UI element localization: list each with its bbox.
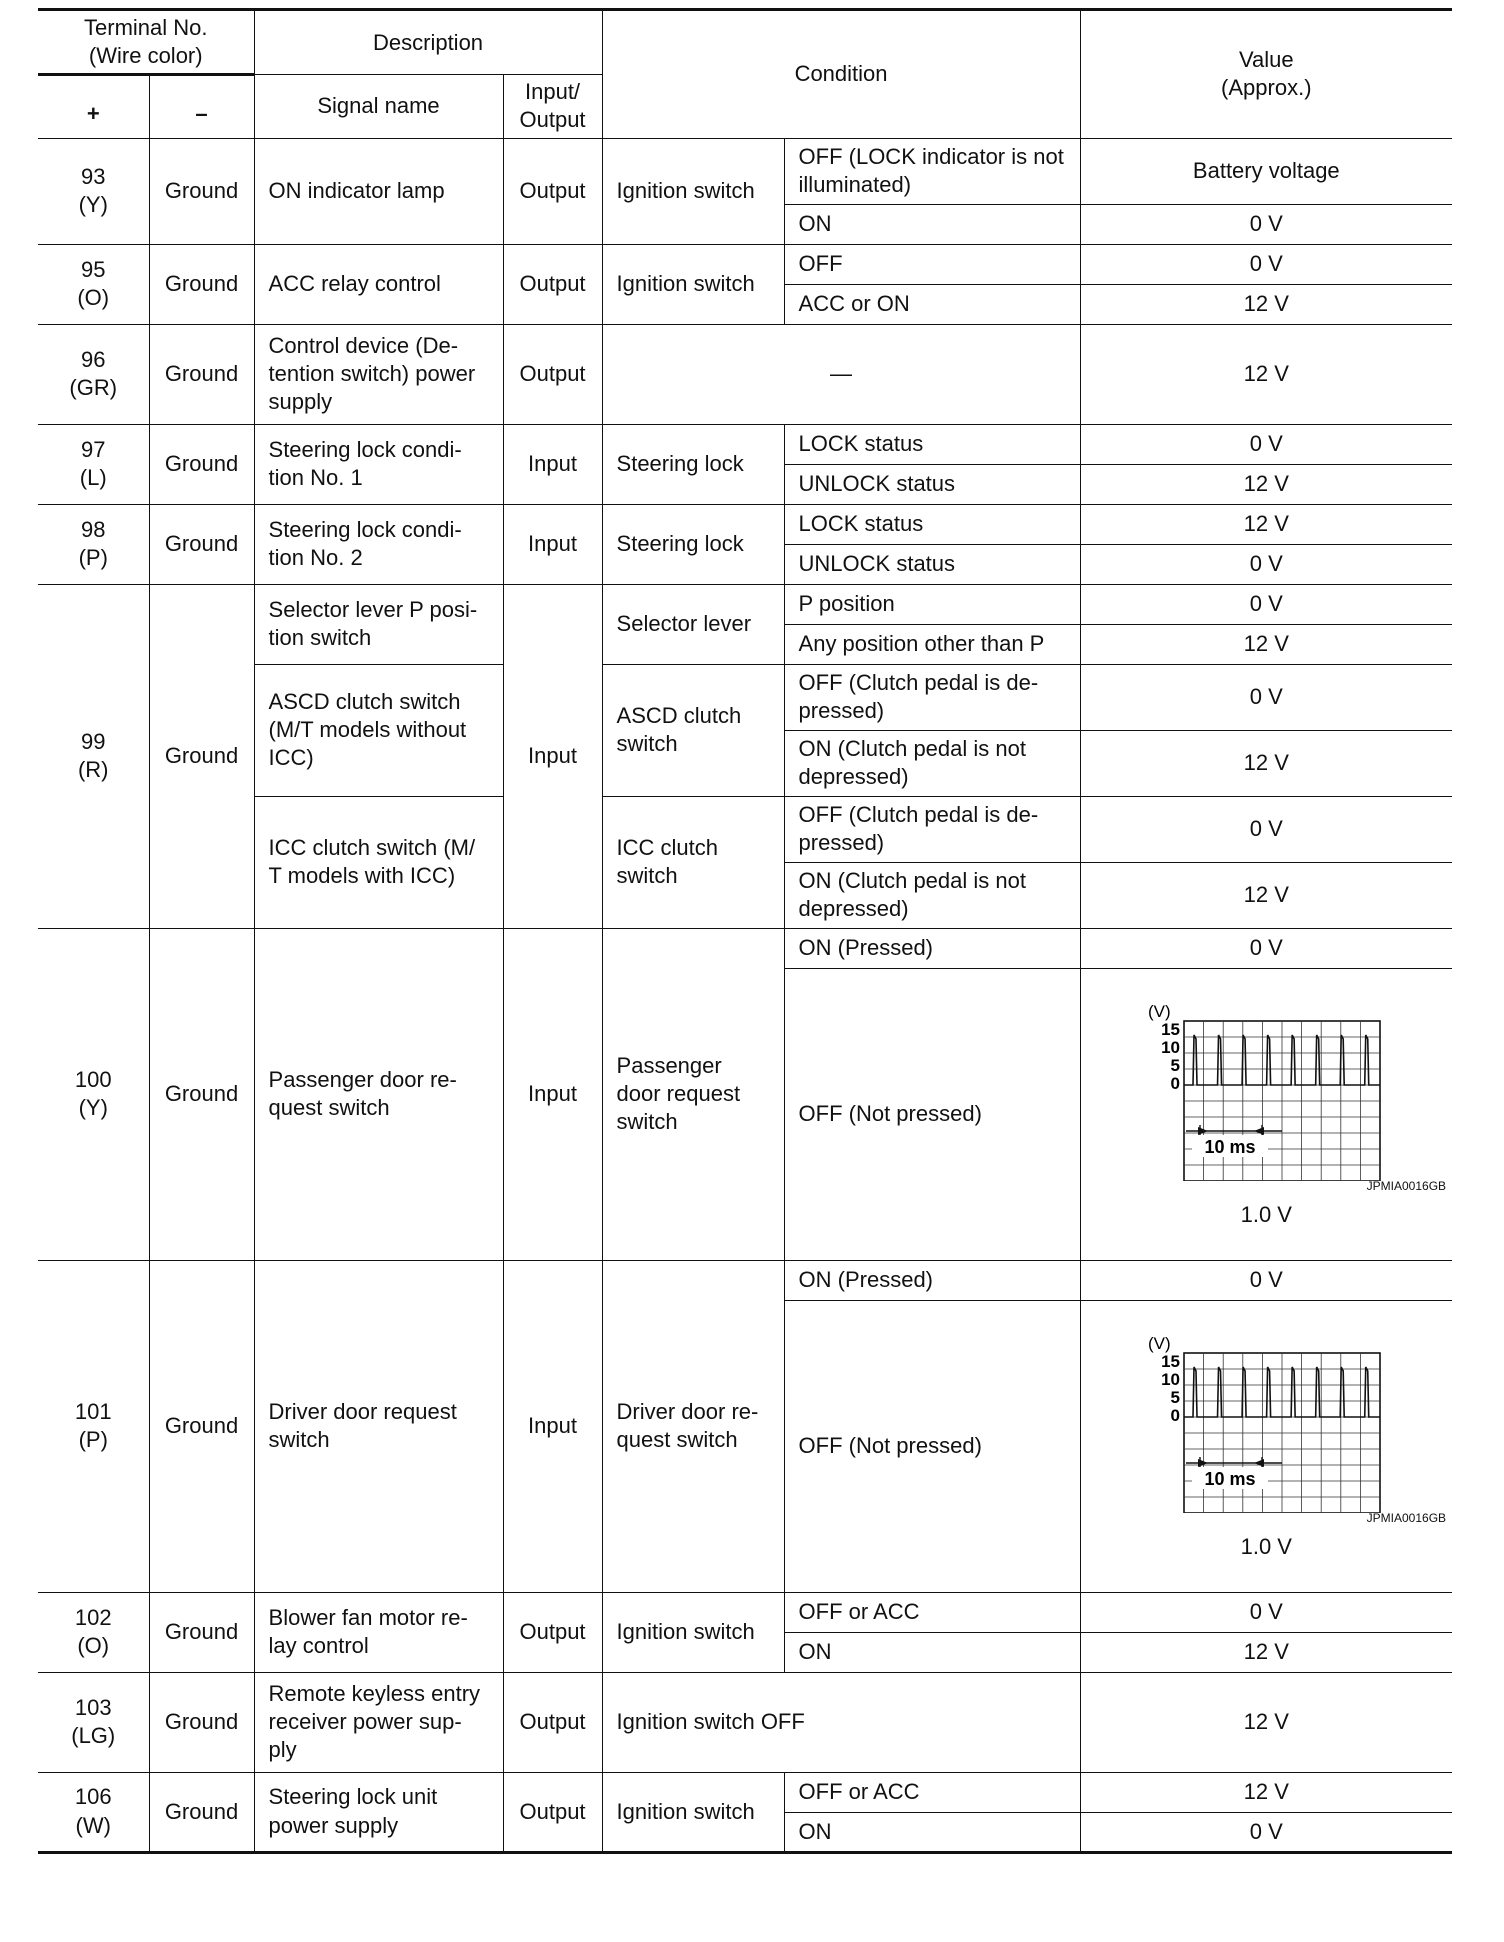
waveform-figure — [1085, 1001, 1449, 1229]
subcondition-99-1: P position — [784, 584, 1080, 624]
value-103: 12 V — [1080, 1672, 1452, 1772]
value-99-2: 12 V — [1080, 624, 1452, 664]
subcondition-97-1: LOCK status — [784, 424, 1080, 464]
waveform-oscilloscope-icon — [1146, 1333, 1386, 1513]
subcondition-97-2: UNLOCK status — [784, 464, 1080, 504]
waveform-y-tick: 0 — [1170, 1074, 1181, 1094]
value-99-3: 0 V — [1080, 664, 1452, 730]
value-99-6: 12 V — [1080, 862, 1452, 928]
ground-98: Ground — [149, 504, 254, 584]
condition-99-icc: ICC clutch switch — [602, 796, 784, 928]
condition-93: Ignition switch — [602, 138, 784, 244]
value-99-5: 0 V — [1080, 796, 1452, 862]
waveform-y-tick: 10 — [1161, 1038, 1181, 1058]
ground-102: Ground — [149, 1592, 254, 1672]
terminal-93: 93 (Y) — [38, 138, 149, 244]
signal-97: Steering lock condi- tion No. 1 — [254, 424, 503, 504]
signal-101: Driver door request switch — [254, 1260, 503, 1592]
value-95-1: 0 V — [1080, 244, 1452, 284]
subcondition-102-1: OFF or ACC — [784, 1592, 1080, 1632]
value-101-2: 1.0 V — [1240, 1533, 1292, 1559]
condition-99-selector: Selector lever — [602, 584, 784, 664]
value-101-1: 0 V — [1080, 1260, 1452, 1300]
header-minus: – — [149, 75, 254, 138]
terminal-spec-table — [38, 8, 1452, 1854]
terminal-106: 106 (W) — [38, 1772, 149, 1852]
signal-99-selector: Selector lever P posi- tion switch — [254, 584, 503, 664]
header-value: Value (Approx.) — [1080, 10, 1452, 139]
subcondition-95-1: OFF — [784, 244, 1080, 284]
value-97-2: 12 V — [1080, 464, 1452, 504]
waveform-oscilloscope-icon — [1146, 1001, 1386, 1181]
io-106: Output — [503, 1772, 602, 1852]
subcondition-99-5: OFF (Clutch pedal is de- pressed) — [784, 796, 1080, 862]
subcondition-98-2: UNLOCK status — [784, 544, 1080, 584]
value-100-1: 0 V — [1080, 928, 1452, 968]
header-plus: + — [38, 75, 149, 138]
value-102-2: 12 V — [1080, 1632, 1452, 1672]
ground-100: Ground — [149, 928, 254, 1260]
time-marker-arrow — [1198, 1459, 1208, 1467]
terminal-103: 103 (LG) — [38, 1672, 149, 1772]
terminal-100: 100 (Y) — [38, 928, 149, 1260]
io-96: Output — [503, 324, 602, 424]
subcondition-106-1: OFF or ACC — [784, 1772, 1080, 1812]
io-97: Input — [503, 424, 602, 504]
condition-103: Ignition switch OFF — [602, 1672, 1080, 1772]
condition-97: Steering lock — [602, 424, 784, 504]
terminal-95: 95 (O) — [38, 244, 149, 324]
signal-103: Remote keyless entry receiver power sup- ply — [254, 1672, 503, 1772]
waveform-y-tick: 15 — [1161, 1352, 1181, 1372]
value-99-1: 0 V — [1080, 584, 1452, 624]
terminal-101: 101 (P) — [38, 1260, 149, 1592]
value-100-2: 1.0 V — [1240, 1201, 1292, 1227]
waveform-y-tick: 5 — [1170, 1388, 1181, 1408]
value-106-2: 0 V — [1080, 1812, 1452, 1852]
condition-95: Ignition switch — [602, 244, 784, 324]
value-102-1: 0 V — [1080, 1592, 1452, 1632]
subcondition-99-3: OFF (Clutch pedal is de- pressed) — [784, 664, 1080, 730]
terminal-96: 96 (GR) — [38, 324, 149, 424]
waveform-unit-label: (V) — [1148, 1334, 1171, 1354]
subcondition-93-2: ON — [784, 204, 1080, 244]
value-96: 12 V — [1080, 324, 1452, 424]
subcondition-101-1: ON (Pressed) — [784, 1260, 1080, 1300]
header-input-output: Input/ Output — [503, 75, 602, 138]
condition-101: Driver door re- quest switch — [602, 1260, 784, 1592]
ground-103: Ground — [149, 1672, 254, 1772]
signal-96: Control device (De- tention switch) power supply — [254, 324, 503, 424]
signal-93: ON indicator lamp — [254, 138, 503, 244]
ground-95: Ground — [149, 244, 254, 324]
waveform-y-tick: 5 — [1170, 1056, 1181, 1076]
condition-100: Passenger door request switch — [602, 928, 784, 1260]
time-marker-arrow — [1254, 1127, 1264, 1135]
subcondition-106-2: ON — [784, 1812, 1080, 1852]
waveform-time-label: 10 ms — [1204, 1469, 1256, 1490]
waveform-unit-label: (V) — [1148, 1002, 1171, 1022]
io-101: Input — [503, 1260, 602, 1592]
waveform-image-id: JPMIA0016GB — [1366, 1511, 1447, 1526]
subcondition-100-2: OFF (Not pressed) — [784, 968, 1080, 1260]
io-95: Output — [503, 244, 602, 324]
ground-97: Ground — [149, 424, 254, 504]
signal-99-icc: ICC clutch switch (M/ T models with ICC) — [254, 796, 503, 928]
value-93-2: 0 V — [1080, 204, 1452, 244]
signal-98: Steering lock condi- tion No. 2 — [254, 504, 503, 584]
subcondition-99-4: ON (Clutch pedal is not depressed) — [784, 730, 1080, 796]
waveform-y-tick: 0 — [1170, 1406, 1181, 1426]
io-100: Input — [503, 928, 602, 1260]
value-93-1: Battery voltage — [1080, 138, 1452, 204]
condition-98: Steering lock — [602, 504, 784, 584]
time-marker-arrow — [1198, 1127, 1208, 1135]
subcondition-95-2: ACC or ON — [784, 284, 1080, 324]
signal-100: Passenger door re- quest switch — [254, 928, 503, 1260]
io-99: Input — [503, 584, 602, 928]
value-98-1: 12 V — [1080, 504, 1452, 544]
io-103: Output — [503, 1672, 602, 1772]
signal-102: Blower fan motor re- lay control — [254, 1592, 503, 1672]
ground-106: Ground — [149, 1772, 254, 1852]
waveform-figure — [1085, 1333, 1449, 1561]
value-95-2: 12 V — [1080, 284, 1452, 324]
value-101-2-cell — [1080, 1300, 1452, 1592]
ground-99: Ground — [149, 584, 254, 928]
waveform-y-tick: 10 — [1161, 1370, 1181, 1390]
subcondition-93-1: OFF (LOCK indicator is not illuminated) — [784, 138, 1080, 204]
subcondition-101-2: OFF (Not pressed) — [784, 1300, 1080, 1592]
subcondition-100-1: ON (Pressed) — [784, 928, 1080, 968]
subcondition-102-2: ON — [784, 1632, 1080, 1672]
header-terminal: Terminal No. (Wire color) — [38, 10, 254, 75]
terminal-97: 97 (L) — [38, 424, 149, 504]
value-100-2-cell — [1080, 968, 1452, 1260]
subcondition-99-6: ON (Clutch pedal is not depressed) — [784, 862, 1080, 928]
ground-96: Ground — [149, 324, 254, 424]
terminal-98: 98 (P) — [38, 504, 149, 584]
waveform-image-id: JPMIA0016GB — [1366, 1179, 1447, 1194]
condition-96: — — [602, 324, 1080, 424]
signal-99-ascd: ASCD clutch switch (M/T models without ICC) — [254, 664, 503, 796]
value-98-2: 0 V — [1080, 544, 1452, 584]
condition-106: Ignition switch — [602, 1772, 784, 1852]
ground-93: Ground — [149, 138, 254, 244]
condition-99-ascd: ASCD clutch switch — [602, 664, 784, 796]
io-102: Output — [503, 1592, 602, 1672]
terminal-99: 99 (R) — [38, 584, 149, 928]
signal-95: ACC relay control — [254, 244, 503, 324]
header-condition: Condition — [602, 10, 1080, 139]
time-marker-arrow — [1254, 1459, 1264, 1467]
condition-102: Ignition switch — [602, 1592, 784, 1672]
terminal-102: 102 (O) — [38, 1592, 149, 1672]
waveform-time-label: 10 ms — [1204, 1137, 1256, 1158]
value-97-1: 0 V — [1080, 424, 1452, 464]
io-93: Output — [503, 138, 602, 244]
subcondition-99-2: Any position other than P — [784, 624, 1080, 664]
io-98: Input — [503, 504, 602, 584]
waveform-y-tick: 15 — [1161, 1020, 1181, 1040]
header-signal-name: Signal name — [254, 75, 503, 138]
value-99-4: 12 V — [1080, 730, 1452, 796]
subcondition-98-1: LOCK status — [784, 504, 1080, 544]
ground-101: Ground — [149, 1260, 254, 1592]
signal-106: Steering lock unit power supply — [254, 1772, 503, 1852]
value-106-1: 12 V — [1080, 1772, 1452, 1812]
header-description: Description — [254, 10, 602, 75]
